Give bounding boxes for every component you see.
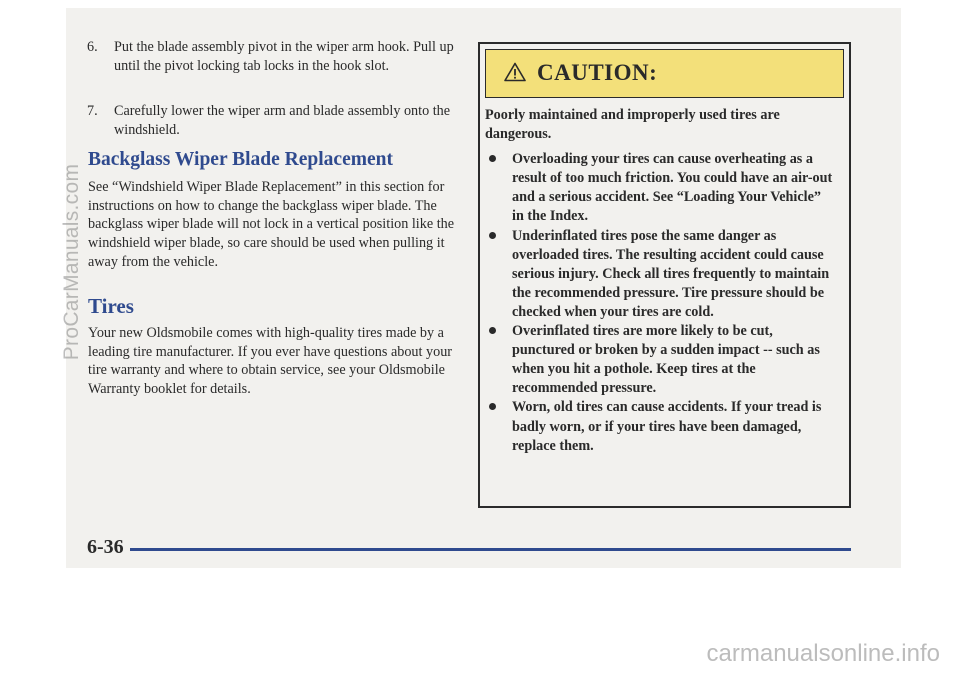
caution-item <box>485 150 835 226</box>
side-watermark: ProCarManuals.com <box>60 163 83 361</box>
step-text: Carefully lower the wiper arm and blade assembly onto the windshield. <box>114 103 451 138</box>
backglass-heading: Backglass Wiper Blade Replacement <box>88 149 393 170</box>
backglass-paragraph: See “Windshield Wiper Blade Replacement” in this section for instructions on how to change the backglass wiper blade. The backglass wiper blade will not lock in a vertical position like the windshield wiper blade, so care should be used when pulling it away from the vehicle. <box>88 179 455 270</box>
page-number: 6-36 <box>87 536 124 558</box>
warning-triangle-icon <box>504 62 526 82</box>
caution-item-text: Underinflated tires pose the same danger as overloaded tires. The resulting accident could cause serious injury. Check all tires frequently to maintain the recommended pressure. Tire pressure should be checked when your tires are cold. <box>512 227 830 320</box>
caution-item-text: Overinflated tires are more likely to be cut, punctured or broken by a sudden impact -- such as when you hit a pothole. Keep tires at the recommended pressure. <box>512 323 820 397</box>
step-6 <box>87 38 457 76</box>
bullet-icon <box>489 327 496 334</box>
caution-item-text: Worn, old tires can cause accidents. If your tread is badly worn, or if your tires have been damaged, replace them. <box>512 399 822 454</box>
footer-rule <box>130 548 851 551</box>
caution-list <box>485 150 835 456</box>
bottom-watermark: carmanualsonline.info <box>706 640 940 667</box>
step-text: Put the blade assembly pivot in the wiper arm hook. Pull up until the pivot locking tab locks in the hook slot. <box>114 39 454 74</box>
caution-box <box>478 42 851 508</box>
caution-title: CAUTION: <box>537 60 658 85</box>
bullet-icon <box>489 155 496 162</box>
step-number: 7. <box>87 103 98 119</box>
bullet-icon <box>489 403 496 410</box>
caution-item-text: Overloading your tires can cause overheating as a result of too much friction. You could have an air-out and a serious accident. See “Loading Your Vehicle” in the Index. <box>512 151 833 225</box>
bullet-icon <box>489 232 496 239</box>
step-number: 6. <box>87 39 98 55</box>
caution-intro: Poorly maintained and improperly used tires are dangerous. <box>485 107 780 143</box>
caution-item <box>485 322 835 398</box>
caution-header <box>485 49 844 98</box>
caution-body <box>485 106 835 456</box>
caution-item <box>485 398 835 455</box>
tires-heading: Tires <box>88 294 134 318</box>
tires-paragraph: Your new Oldsmobile comes with high-quality tires made by a leading tire manufacturer. If you ever have questions about your tire warranty and where to obtain service, see your Oldsmobile Warranty booklet for details. <box>88 325 453 398</box>
caution-item <box>485 227 835 322</box>
step-7 <box>87 102 457 140</box>
